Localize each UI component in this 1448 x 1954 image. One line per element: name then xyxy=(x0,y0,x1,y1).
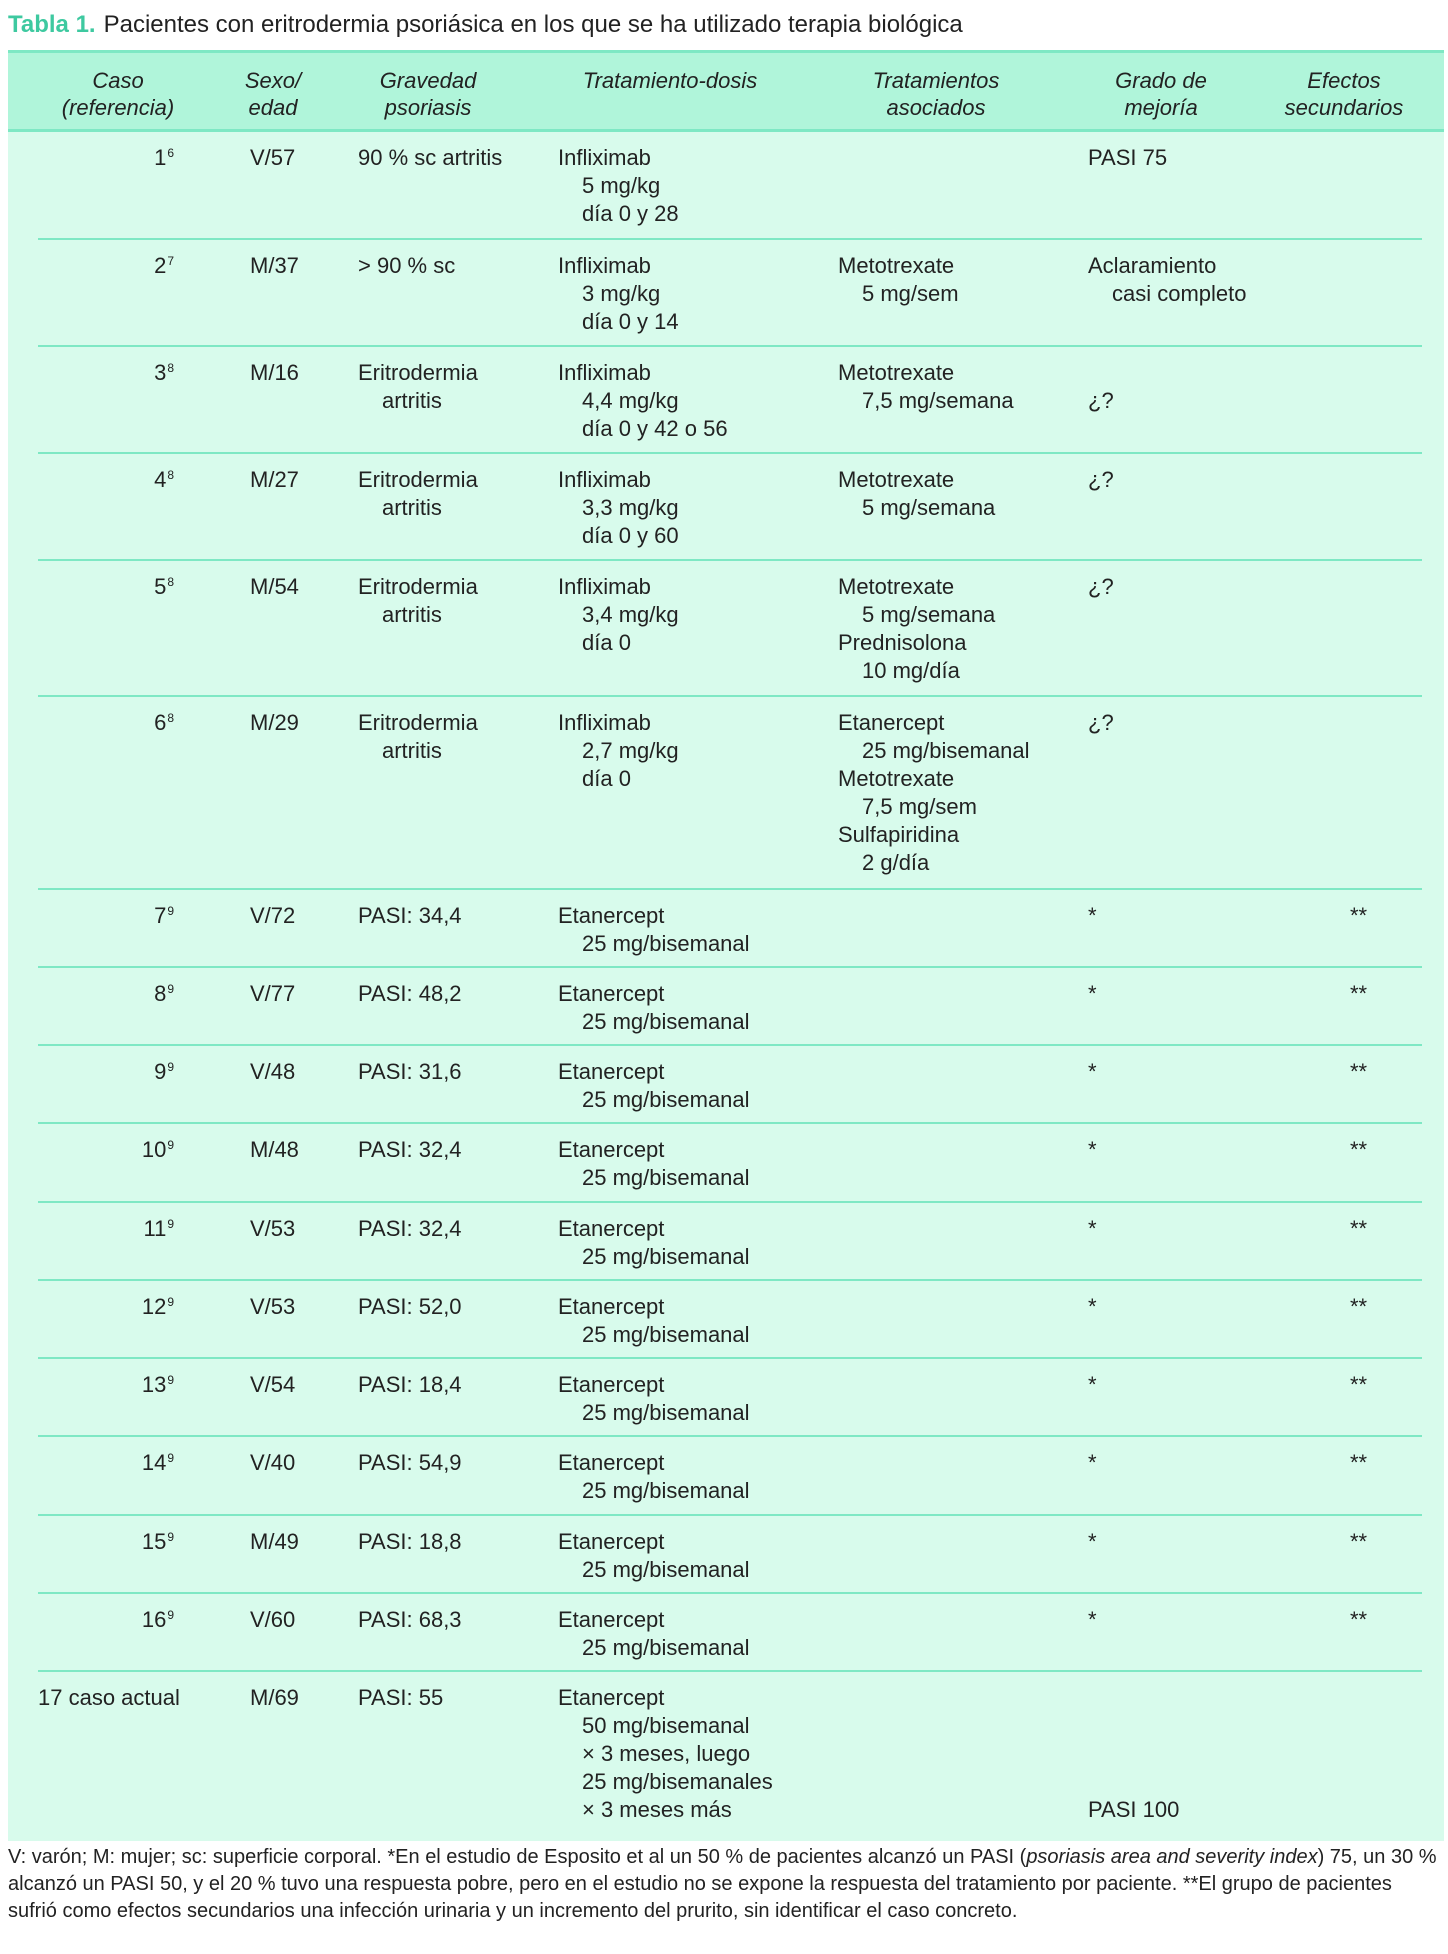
reference-superscript: 8 xyxy=(167,575,174,589)
table-row xyxy=(38,559,1422,697)
cell-tratamiento: Etanercept 25 mg/bisemanal xyxy=(558,1372,750,1425)
cell-caso: 17 caso actual xyxy=(38,1685,180,1710)
cell-caso: $13^9$ xyxy=(141,1372,174,1397)
cell-caso: $11^9$ xyxy=(143,1216,174,1241)
cell-tratamiento: Infliximab 3 mg/kg día 0 y 14 xyxy=(558,253,679,334)
cell-grado: * xyxy=(1088,1216,1097,1241)
cell-tratamiento: Etanercept 25 mg/bisemanal xyxy=(558,1529,750,1582)
cell-sexo-edad: M/49 xyxy=(250,1529,299,1554)
cell-caso: $1^6$ xyxy=(154,145,174,170)
header-sexo: Sexo/ edad xyxy=(244,68,302,120)
cell-gravedad: PASI: 32,4 xyxy=(358,1137,462,1162)
header-efectos: Efectos secundarios xyxy=(1284,68,1404,120)
cell-grado: * xyxy=(1088,1372,1097,1397)
cell-sexo-edad: M/69 xyxy=(250,1685,299,1710)
header-tratamiento: Tratamiento-dosis xyxy=(582,68,758,93)
cell-asociados: Metotrexate 5 mg/semana xyxy=(838,467,996,520)
footnote-italic: psoriasis area and severity index xyxy=(1026,1846,1318,1868)
header-asociados: Tratamientos asociados xyxy=(872,68,1000,120)
cell-grado: PASI 75 xyxy=(1088,145,1168,170)
table-row xyxy=(38,238,1422,347)
cell-caso: $8^9$ xyxy=(154,981,174,1006)
cell-tratamiento: Etanercept 25 mg/bisemanal xyxy=(558,1607,750,1660)
cell-efectos: ** xyxy=(1350,1450,1368,1475)
table-row xyxy=(38,132,1422,238)
table-row xyxy=(38,966,1422,1046)
cell-caso: $5^8$ xyxy=(154,574,174,599)
cell-gravedad: PASI: 34,4 xyxy=(358,903,462,928)
cell-tratamiento: Infliximab 5 mg/kg día 0 y 28 xyxy=(558,145,679,226)
cell-sexo-edad: V/54 xyxy=(250,1372,296,1397)
table-header xyxy=(8,53,1444,132)
table-row xyxy=(38,1122,1422,1203)
header-grado: Grado de mejoría xyxy=(1115,68,1207,120)
cell-grado: ¿? xyxy=(1088,467,1114,492)
cell-gravedad: PASI: 32,4 xyxy=(358,1216,462,1241)
reference-superscript: 9 xyxy=(167,904,174,918)
cell-caso: $16^9$ xyxy=(141,1607,174,1632)
cell-gravedad: Eritrodermia artritis xyxy=(358,467,478,520)
cell-gravedad: PASI: 54,9 xyxy=(358,1450,462,1475)
table-title: Pacientes con eritrodermia psoriásica en los que se ha utilizado terapia biológica xyxy=(103,11,963,38)
table-row xyxy=(38,1670,1422,1840)
data-table xyxy=(8,50,1444,1841)
cell-grado: PASI 100 xyxy=(1088,1797,1180,1822)
table-row xyxy=(38,1435,1422,1516)
cell-gravedad: Eritrodermia artritis xyxy=(358,360,478,413)
reference-superscript: 9 xyxy=(167,1060,174,1074)
cell-tratamiento: Etanercept 50 mg/bisemanal × 3 meses, luego 25 mg/bisemanales × 3 meses más xyxy=(558,1685,773,1822)
table-row xyxy=(38,1357,1422,1437)
cell-grado: ¿? xyxy=(1088,388,1114,413)
cell-tratamiento: Etanercept 25 mg/bisemanal xyxy=(558,1059,750,1112)
header-caso: Caso (referencia) xyxy=(61,68,175,120)
reference-superscript: 9 xyxy=(167,982,174,996)
cell-gravedad: > 90 % sc xyxy=(358,253,456,278)
reference-superscript: 6 xyxy=(167,146,174,160)
reference-superscript: 9 xyxy=(167,1373,174,1387)
cell-grado: * xyxy=(1088,981,1097,1006)
cell-gravedad: PASI: 31,6 xyxy=(358,1059,462,1084)
table-row xyxy=(38,1514,1422,1594)
cell-efectos: ** xyxy=(1350,1294,1368,1319)
cell-sexo-edad: M/54 xyxy=(250,574,299,599)
reference-superscript: 7 xyxy=(167,254,174,268)
table-row xyxy=(38,1044,1422,1124)
table-label: Tabla 1. xyxy=(8,11,96,38)
table-footnote: V: varón; M: mujer; sc: superficie corporal. *En el estudio de Esposito et al un 50 % de pacientes alcanzó un PASI (psoriasis area and severity index) 75, un 30 % alcanzó un PASI 50, y el 20 % tuvo una respuesta pobre, pero en el estudio no se expone la respuesta del tratamiento por paciente. **El grupo de pacientes sufrió como efectos secundarios una infección urinaria y un incremento del prurito, sin identificar el caso concreto. xyxy=(8,1846,1437,1922)
cell-grado: * xyxy=(1088,1137,1097,1162)
reference-superscript: 9 xyxy=(167,1138,174,1152)
cell-efectos: ** xyxy=(1350,981,1368,1006)
cell-efectos: ** xyxy=(1350,1529,1368,1554)
cell-gravedad: PASI: 18,8 xyxy=(358,1529,462,1554)
cell-gravedad: Eritrodermia artritis xyxy=(358,574,478,627)
cell-tratamiento: Etanercept 25 mg/bisemanal xyxy=(558,1216,750,1269)
cell-sexo-edad: V/57 xyxy=(250,145,296,170)
cell-gravedad: PASI: 52,0 xyxy=(358,1294,462,1319)
cell-grado: * xyxy=(1088,1450,1097,1475)
reference-superscript: 8 xyxy=(167,711,174,725)
table-row xyxy=(38,695,1422,890)
cell-sexo-edad: V/48 xyxy=(250,1059,296,1084)
reference-superscript: 9 xyxy=(167,1295,174,1309)
cell-sexo-edad: M/37 xyxy=(250,253,299,278)
reference-superscript: 9 xyxy=(167,1217,174,1231)
cell-tratamiento: Infliximab 3,4 mg/kg día 0 xyxy=(558,574,679,655)
cell-sexo-edad: M/16 xyxy=(250,360,299,385)
table-row xyxy=(38,1279,1422,1359)
cell-caso: $14^9$ xyxy=(141,1450,174,1475)
cell-caso: $6^8$ xyxy=(154,710,174,735)
cell-caso: $10^9$ xyxy=(141,1137,174,1162)
cell-asociados: Metotrexate 5 mg/semana Prednisolona 10 mg/día xyxy=(838,574,996,683)
cell-gravedad: PASI: 55 xyxy=(358,1685,444,1710)
cell-efectos: ** xyxy=(1350,1059,1368,1084)
cell-efectos: ** xyxy=(1350,903,1368,928)
cell-tratamiento: Etanercept 25 mg/bisemanal xyxy=(558,981,750,1034)
cell-gravedad: PASI: 18,4 xyxy=(358,1372,462,1397)
cell-efectos: ** xyxy=(1350,1137,1368,1162)
cell-grado: * xyxy=(1088,1529,1097,1554)
cell-tratamiento: Etanercept 25 mg/bisemanal xyxy=(558,903,750,956)
cell-grado: ¿? xyxy=(1088,710,1114,735)
cell-tratamiento: Infliximab 2,7 mg/kg día 0 xyxy=(558,710,679,791)
table-caption xyxy=(8,8,963,42)
header-gravedad: Gravedad psoriasis xyxy=(379,68,477,120)
cell-gravedad: PASI: 48,2 xyxy=(358,981,462,1006)
cell-grado: * xyxy=(1088,1607,1097,1632)
cell-sexo-edad: V/53 xyxy=(250,1216,296,1241)
cell-tratamiento: Infliximab 4,4 mg/kg día 0 y 42 o 56 xyxy=(558,360,728,441)
cell-gravedad: 90 % sc artritis xyxy=(358,145,503,170)
cell-caso: $2^7$ xyxy=(154,253,174,278)
table-row xyxy=(38,1592,1422,1672)
cell-sexo-edad: M/48 xyxy=(250,1137,299,1162)
cell-grado: * xyxy=(1088,1059,1097,1084)
reference-superscript: 8 xyxy=(167,468,174,482)
cell-sexo-edad: V/60 xyxy=(250,1607,296,1632)
table-row xyxy=(38,345,1422,454)
cell-grado: * xyxy=(1088,1294,1097,1319)
cell-grado: Aclaramiento casi completo xyxy=(1088,253,1247,306)
cell-asociados: Etanercept 25 mg/bisemanal Metotrexate 7,5 mg/sem Sulfapiridina 2 g/día xyxy=(838,710,1030,875)
cell-efectos: ** xyxy=(1350,1607,1368,1632)
cell-efectos: ** xyxy=(1350,1372,1368,1397)
cell-sexo-edad: M/29 xyxy=(250,710,299,735)
cell-tratamiento: Etanercept 25 mg/bisemanal xyxy=(558,1450,750,1503)
cell-tratamiento: Infliximab 3,3 mg/kg día 0 y 60 xyxy=(558,467,679,548)
cell-sexo-edad: V/40 xyxy=(250,1450,296,1475)
table-row xyxy=(38,452,1422,561)
cell-caso: $3^8$ xyxy=(154,360,174,385)
cell-asociados: Metotrexate 5 mg/sem xyxy=(838,253,959,306)
cell-caso: $9^9$ xyxy=(154,1059,174,1084)
table-row xyxy=(38,888,1422,968)
reference-superscript: 9 xyxy=(167,1608,174,1622)
cell-asociados: Metotrexate 7,5 mg/semana xyxy=(838,360,1014,413)
cell-sexo-edad: V/53 xyxy=(250,1294,296,1319)
cell-caso: $7^9$ xyxy=(154,903,174,928)
cell-grado: * xyxy=(1088,903,1097,928)
table-row xyxy=(38,1201,1422,1281)
reference-superscript: 9 xyxy=(167,1530,174,1544)
reference-superscript: 9 xyxy=(167,1451,174,1465)
cell-tratamiento: Etanercept 25 mg/bisemanal xyxy=(558,1137,750,1190)
cell-caso: $4^8$ xyxy=(154,467,174,492)
cell-efectos: ** xyxy=(1350,1216,1368,1241)
cell-sexo-edad: M/27 xyxy=(250,467,299,492)
cell-caso: $15^9$ xyxy=(141,1529,174,1554)
cell-tratamiento: Etanercept 25 mg/bisemanal xyxy=(558,1294,750,1347)
cell-grado: ¿? xyxy=(1088,574,1114,599)
reference-superscript: 8 xyxy=(167,361,174,375)
cell-gravedad: PASI: 68,3 xyxy=(358,1607,462,1632)
cell-gravedad: Eritrodermia artritis xyxy=(358,710,478,763)
cell-caso: $12^9$ xyxy=(141,1294,174,1319)
cell-sexo-edad: V/77 xyxy=(250,981,296,1006)
cell-sexo-edad: V/72 xyxy=(250,903,296,928)
